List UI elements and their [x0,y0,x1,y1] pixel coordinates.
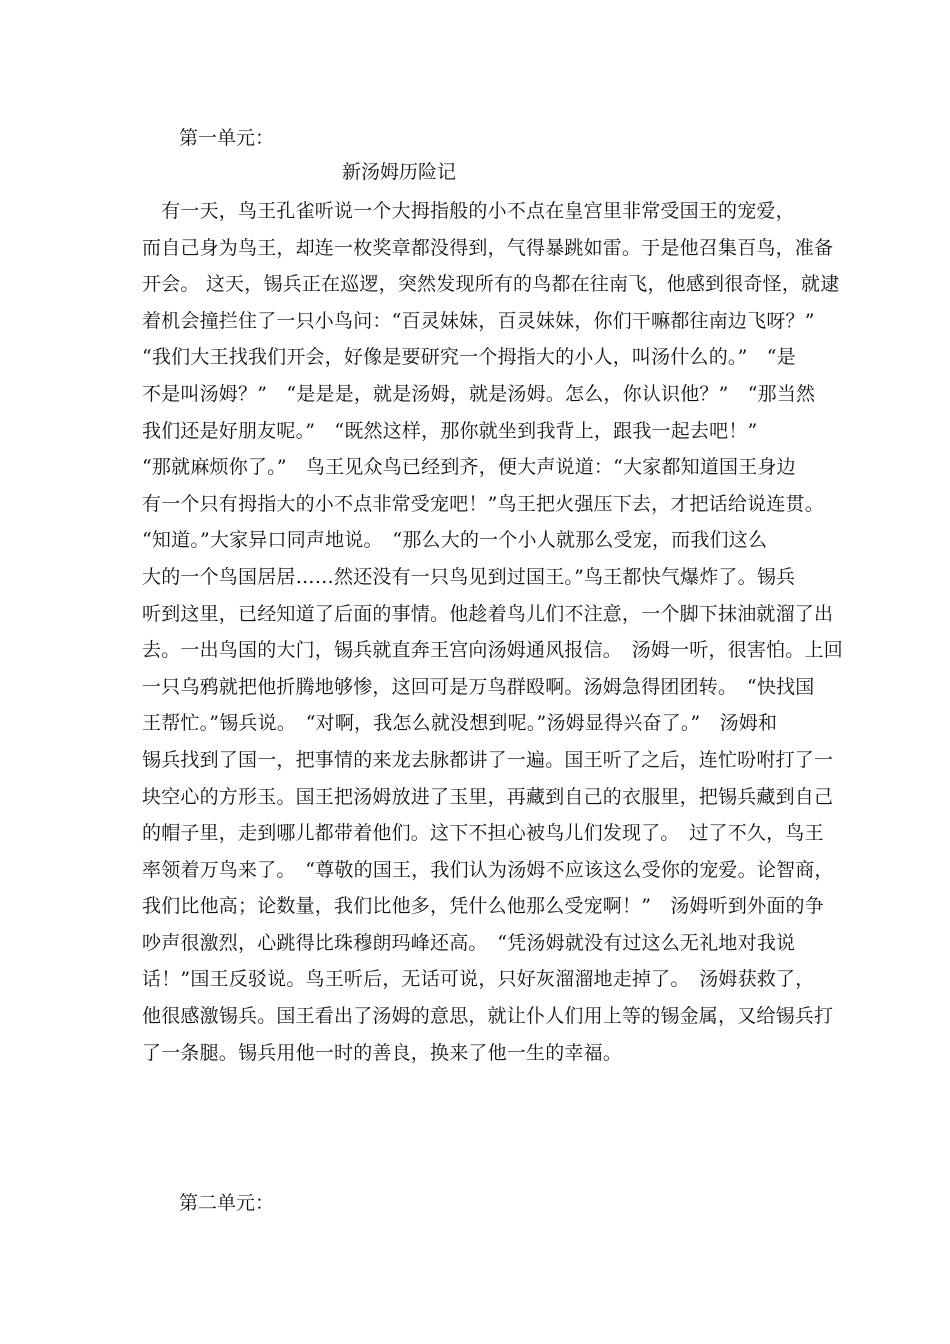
story-line: 而自己身为鸟王，却连一枚奖章都没得到，气得暴跳如雷。于是他召集百鸟，准备 [142,236,834,259]
story-body [142,193,843,1071]
story-line: 话！”国王反驳说。鸟王听后，无话可说，只好灰溜溜地走掉了。 汤姆获救了， [142,968,815,991]
story-line: “知道。”大家异口同声地说。 “那么大的一个小人就那么受宠，而我们这么 [142,529,768,552]
story-line: 有一天，鸟王孔雀听说一个大拇指般的小不点在皇宫里非常受国王的宠爱， [142,200,795,222]
unit-2-heading: 第二单元： [179,1192,275,1214]
story-line: 去。一出鸟国的大门，锡兵就直奔王宫向汤姆通风报信。 汤姆一听，很害怕。上回 [142,639,843,662]
story-line: 开会。 这天，锡兵正在巡逻，突然发现所有的鸟都在往南飞，他感到很奇怪，就逮 [142,273,840,296]
story-line: 的帽子里，走到哪儿都带着他们。这下不担心被鸟儿们发现了。 过了不久，鸟王 [142,822,824,845]
story-line: 王帮忙。”锡兵说。 “对啊，我怎么就没想到呢。”汤姆显得兴奋了。” 汤姆和 [142,712,778,735]
story-line: 听到这里，已经知道了后面的事情。他趁着鸟儿们不注意，一个脚下抹油就溜了出 [142,602,834,625]
story-line: 吵声很激烈，心跳得比珠穆朗玛峰还高。 “凭汤姆就没有过这么无礼地对我说 [142,931,796,954]
unit-1-heading: 第一单元： [179,127,275,149]
story-line: 着机会撞拦住了一只小鸟问：“百灵妹妹，百灵妹妹，你们干嘛都往南边飞呀？” [142,309,815,332]
story-line: 锡兵找到了国一，把事情的来龙去脉都讲了一遍。国王听了之后，连忙吩咐打了一 [142,748,834,771]
story-line: 不是叫汤姆？” “是是是，就是汤姆，就是汤姆。怎么，你认识他？” “那当然 [142,382,816,405]
story-line: 了一条腿。锡兵用他一时的善良，换来了他一生的幸福。 [142,1041,623,1064]
story-title: 新汤姆历险记 [342,161,457,183]
story-line: 一只乌鸦就把他折腾地够惨，这回可是万鸟群殴啊。汤姆急得团团转。 “快找国 [142,675,815,698]
story-line: 大的一个鸟国居居……然还没有一只鸟见到过国王。”鸟王都快气爆炸了。锡兵 [142,565,796,588]
story-line: “那就麻烦你了。” 鸟王见众鸟已经到齐，便大声说道：“大家都知道国王身边 [142,456,796,479]
story-line: 块空心的方形玉。国王把汤姆放进了玉里，再藏到自己的衣服里，把锡兵藏到自己 [142,785,834,808]
story-line: 我们还是好朋友呢。” “既然这样，那你就坐到我背上，跟我一起去吧！” [142,419,758,442]
story-line: 率领着万鸟来了。 “尊敬的国王，我们认为汤姆不应该这么受你的宠爱。论智商， [142,858,834,881]
story-line: “我们大王找我们开会，好像是要研究一个拇指大的小人，叫汤什么的。” “是 [142,346,796,369]
story-line: 他很感激锡兵。国王看出了汤姆的意思，就让仆人们用上等的锡金属，又给锡兵打 [142,1005,834,1028]
story-line: 我们比他高；论数量，我们比他多，凭什么他那么受宠啊！” 汤姆听到外面的争 [142,895,824,918]
story-line: 有一个只有拇指大的小不点非常受宠吧！”鸟王把火强压下去，才把话给说连贯。 [142,492,824,515]
